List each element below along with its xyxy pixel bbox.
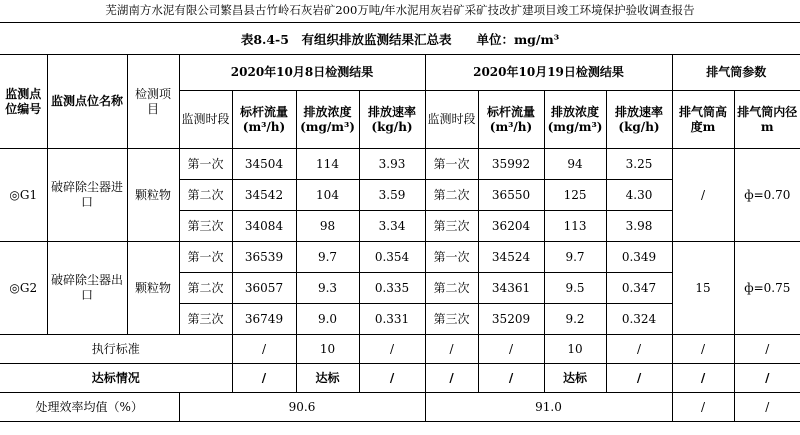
efficiency-stack-diameter: / xyxy=(734,393,800,422)
standard-row-value: / xyxy=(232,335,296,364)
compliance-row-value: / xyxy=(606,364,672,393)
col-flow-1: 标杆流量 (m³/h) xyxy=(232,91,296,149)
data-cell: 9.7 xyxy=(296,242,359,273)
standard-row-value: / xyxy=(478,335,544,364)
data-cell: 第三次 xyxy=(179,211,232,242)
station-id: ◎G1 xyxy=(0,149,47,242)
data-cell: 0.354 xyxy=(359,242,425,273)
efficiency-label: 处理效率均值（%） xyxy=(0,393,179,422)
data-cell: 第二次 xyxy=(425,273,478,304)
stack-height: 15 xyxy=(672,242,734,335)
group-oct8: 2020年10月8日检测结果 xyxy=(179,55,425,91)
data-cell: 0.349 xyxy=(606,242,672,273)
col-period-2: 监测时段 xyxy=(425,91,478,149)
results-table xyxy=(0,54,800,422)
compliance-row-value: / xyxy=(359,364,425,393)
standard-row-value: / xyxy=(359,335,425,364)
efficiency-value-oct19: 91.0 xyxy=(425,393,672,422)
col-stack-height: 排气筒高度m xyxy=(672,91,734,149)
data-cell: 36204 xyxy=(478,211,544,242)
data-cell: 4.30 xyxy=(606,180,672,211)
data-cell: 第三次 xyxy=(179,304,232,335)
data-cell: 36539 xyxy=(232,242,296,273)
data-cell: 第一次 xyxy=(179,242,232,273)
compliance-row-value: / xyxy=(672,364,734,393)
data-cell: 36749 xyxy=(232,304,296,335)
data-cell: 3.98 xyxy=(606,211,672,242)
col-period-1: 监测时段 xyxy=(179,91,232,149)
station-name: 破碎除尘器出口 xyxy=(47,242,127,335)
group-oct19: 2020年10月19日检测结果 xyxy=(425,55,672,91)
standard-row-value: / xyxy=(672,335,734,364)
data-cell: 第二次 xyxy=(179,180,232,211)
data-cell: 34504 xyxy=(232,149,296,180)
data-cell: 第二次 xyxy=(425,180,478,211)
data-cell: 9.7 xyxy=(544,242,606,273)
data-cell: 104 xyxy=(296,180,359,211)
table-caption: 表8.4-5 有组织排放监测结果汇总表 单位：mg/m³ xyxy=(240,32,560,47)
data-cell: 98 xyxy=(296,211,359,242)
compliance-row-value: 达标 xyxy=(296,364,359,393)
data-cell: 34084 xyxy=(232,211,296,242)
compliance-row-value: / xyxy=(734,364,800,393)
col-rate-2: 排放速率 (kg/h) xyxy=(606,91,672,149)
standard-row-value: / xyxy=(734,335,800,364)
data-cell: 0.324 xyxy=(606,304,672,335)
station-name: 破碎除尘器进口 xyxy=(47,149,127,242)
data-cell: 36550 xyxy=(478,180,544,211)
station-item: 颗粒物 xyxy=(127,149,179,242)
data-cell: 94 xyxy=(544,149,606,180)
efficiency-stack-height: / xyxy=(672,393,734,422)
data-cell: 9.3 xyxy=(296,273,359,304)
col-conc-2: 排放浓度 (mg/m³) xyxy=(544,91,606,149)
data-cell: 0.347 xyxy=(606,273,672,304)
data-cell: 9.0 xyxy=(296,304,359,335)
col-point-id: 监测点位编号 xyxy=(0,55,47,149)
compliance-row-value: / xyxy=(478,364,544,393)
data-cell: 第一次 xyxy=(425,149,478,180)
efficiency-row xyxy=(0,393,800,422)
standard-row-value: / xyxy=(425,335,478,364)
table-body xyxy=(0,149,800,422)
table-row xyxy=(0,242,800,273)
station-item: 颗粒物 xyxy=(127,242,179,335)
efficiency-value-oct8: 90.6 xyxy=(179,393,425,422)
data-cell: 34542 xyxy=(232,180,296,211)
data-cell: 114 xyxy=(296,149,359,180)
data-cell: 113 xyxy=(544,211,606,242)
table-row xyxy=(0,149,800,180)
data-cell: 0.335 xyxy=(359,273,425,304)
data-cell: 第三次 xyxy=(425,304,478,335)
data-cell: 125 xyxy=(544,180,606,211)
col-rate-1: 排放速率 (kg/h) xyxy=(359,91,425,149)
col-stack-diameter: 排气筒内径m xyxy=(734,91,800,149)
stack-diameter: ф=0.75 xyxy=(734,242,800,335)
data-cell: 0.331 xyxy=(359,304,425,335)
data-cell: 35992 xyxy=(478,149,544,180)
data-cell: 9.5 xyxy=(544,273,606,304)
compliance-row-label: 达标情况 xyxy=(0,364,232,393)
data-cell: 第二次 xyxy=(179,273,232,304)
data-cell: 3.25 xyxy=(606,149,672,180)
data-cell: 36057 xyxy=(232,273,296,304)
compliance-row-value: / xyxy=(232,364,296,393)
group-stack: 排气筒参数 xyxy=(672,55,800,91)
stack-diameter: ф=0.70 xyxy=(734,149,800,242)
col-item: 检测项目 xyxy=(127,55,179,149)
col-point-name: 监测点位名称 xyxy=(47,55,127,149)
data-cell: 3.59 xyxy=(359,180,425,211)
data-cell: 34361 xyxy=(478,273,544,304)
data-cell: 第一次 xyxy=(425,242,478,273)
data-cell: 34524 xyxy=(478,242,544,273)
data-cell: 3.93 xyxy=(359,149,425,180)
report-header: 芜湖南方水泥有限公司繁昌县古竹岭石灰岩矿200万吨/年水泥用灰岩矿采矿技改扩建项目竣工环境保护验收调查报告 xyxy=(0,0,800,23)
standard-row-label: 执行标准 xyxy=(0,335,232,364)
data-cell: 第一次 xyxy=(179,149,232,180)
data-cell: 35209 xyxy=(478,304,544,335)
data-cell: 第三次 xyxy=(425,211,478,242)
stack-height: / xyxy=(672,149,734,242)
standard-row-value: 10 xyxy=(296,335,359,364)
standard-row xyxy=(0,335,800,364)
data-cell: 9.2 xyxy=(544,304,606,335)
compliance-row-value: 达标 xyxy=(544,364,606,393)
col-flow-2: 标杆流量 (m³/h) xyxy=(478,91,544,149)
station-id: ◎G2 xyxy=(0,242,47,335)
compliance-row-value: / xyxy=(425,364,478,393)
standard-row-value: / xyxy=(606,335,672,364)
data-cell: 3.34 xyxy=(359,211,425,242)
col-conc-1: 排放浓度 (mg/m³) xyxy=(296,91,359,149)
compliance-row xyxy=(0,364,800,393)
standard-row-value: 10 xyxy=(544,335,606,364)
